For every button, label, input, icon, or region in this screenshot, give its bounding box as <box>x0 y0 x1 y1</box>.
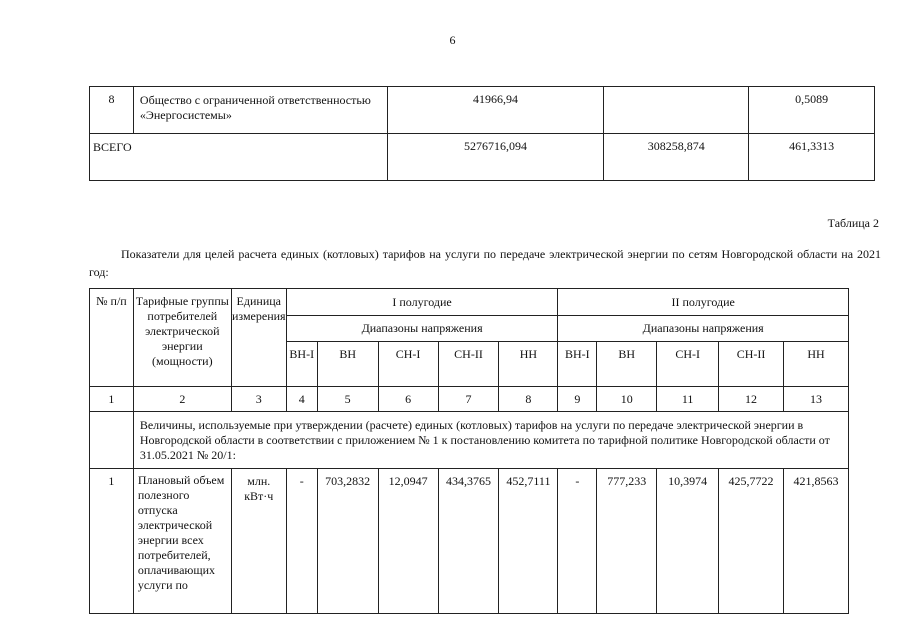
value-cell: 10,3974 <box>657 469 719 614</box>
row-number: 8 <box>90 87 134 134</box>
row-label: Плановый объем полезного отпуска электрической энергии всех потребителей, оплачивающих услуги по <box>133 469 231 614</box>
total-row <box>90 134 875 181</box>
value-cell: 425,7722 <box>719 469 784 614</box>
voltage-header: ВН-I <box>558 342 597 387</box>
column-number: 4 <box>286 387 317 412</box>
value-cell: 0,5089 <box>749 87 875 134</box>
table-caption: Таблица 2 <box>827 216 879 230</box>
header-unit: Единица измерения <box>231 289 286 387</box>
column-number: 11 <box>657 387 719 412</box>
voltage-header: НН <box>499 342 558 387</box>
value-cell: 452,7111 <box>499 469 558 614</box>
intro-paragraph: Показатели для целей расчета единых (котловых) тарифов на услуги по передаче электрической энергии по сетям Новгородской области на 2021 год: <box>89 247 881 279</box>
table-row <box>90 469 849 614</box>
section-row <box>90 412 849 469</box>
value-cell: - <box>558 469 597 614</box>
value-cell: 461,3313 <box>749 134 875 181</box>
voltage-header: СН-I <box>657 342 719 387</box>
value-cell: 777,233 <box>597 469 657 614</box>
column-number: 6 <box>378 387 438 412</box>
table-row <box>90 87 875 134</box>
value-cell <box>604 87 749 134</box>
value-cell: 434,3765 <box>438 469 499 614</box>
column-number: 2 <box>133 387 231 412</box>
row-number: 1 <box>90 469 134 614</box>
organization-name: Общество с ограниченной ответственностью «Энергосистемы» <box>133 87 387 134</box>
column-number: 7 <box>438 387 499 412</box>
column-number: 8 <box>499 387 558 412</box>
value-cell: 12,0947 <box>378 469 438 614</box>
header-ranges: Диапазоны напряжения <box>558 316 849 342</box>
header-half2: II полугодие <box>558 289 849 316</box>
voltage-header: НН <box>784 342 849 387</box>
section-description: Величины, используемые при утверждении (расчете) единых (котловых) тарифов на услуги по передаче электрической энергии в Новгородской области в соответствии с приложением № 1 к постановлению комитета по тарифной политике Новгородской области от 31.05.2021 № 20/1: <box>133 412 848 469</box>
header-half1: I полугодие <box>286 289 558 316</box>
tariff-indicators-table <box>89 288 849 614</box>
voltage-header: ВН <box>597 342 657 387</box>
totals-table <box>89 86 875 181</box>
total-label: ВСЕГО <box>90 134 388 181</box>
value-cell: 308258,874 <box>604 134 749 181</box>
header-ranges: Диапазоны напряжения <box>286 316 558 342</box>
value-cell: 421,8563 <box>784 469 849 614</box>
column-number: 5 <box>317 387 378 412</box>
column-number: 9 <box>558 387 597 412</box>
row-unit: млн. кВт·ч <box>231 469 286 614</box>
column-number: 12 <box>719 387 784 412</box>
voltage-header: СН-I <box>378 342 438 387</box>
voltage-header: СН-II <box>719 342 784 387</box>
voltage-header: ВН <box>317 342 378 387</box>
column-number: 1 <box>90 387 134 412</box>
header-num: № п/п <box>90 289 134 387</box>
value-cell: 703,2832 <box>317 469 378 614</box>
header-groups: Тарифные группы потребителей электрической энергии (мощности) <box>133 289 231 387</box>
value-cell: 41966,94 <box>387 87 604 134</box>
column-number: 10 <box>597 387 657 412</box>
value-cell: 5276716,094 <box>387 134 604 181</box>
page-number: 6 <box>449 33 456 47</box>
column-number: 13 <box>784 387 849 412</box>
voltage-header: СН-II <box>438 342 499 387</box>
column-number-row <box>90 387 849 412</box>
column-number: 3 <box>231 387 286 412</box>
value-cell: - <box>286 469 317 614</box>
voltage-header: ВН-I <box>286 342 317 387</box>
